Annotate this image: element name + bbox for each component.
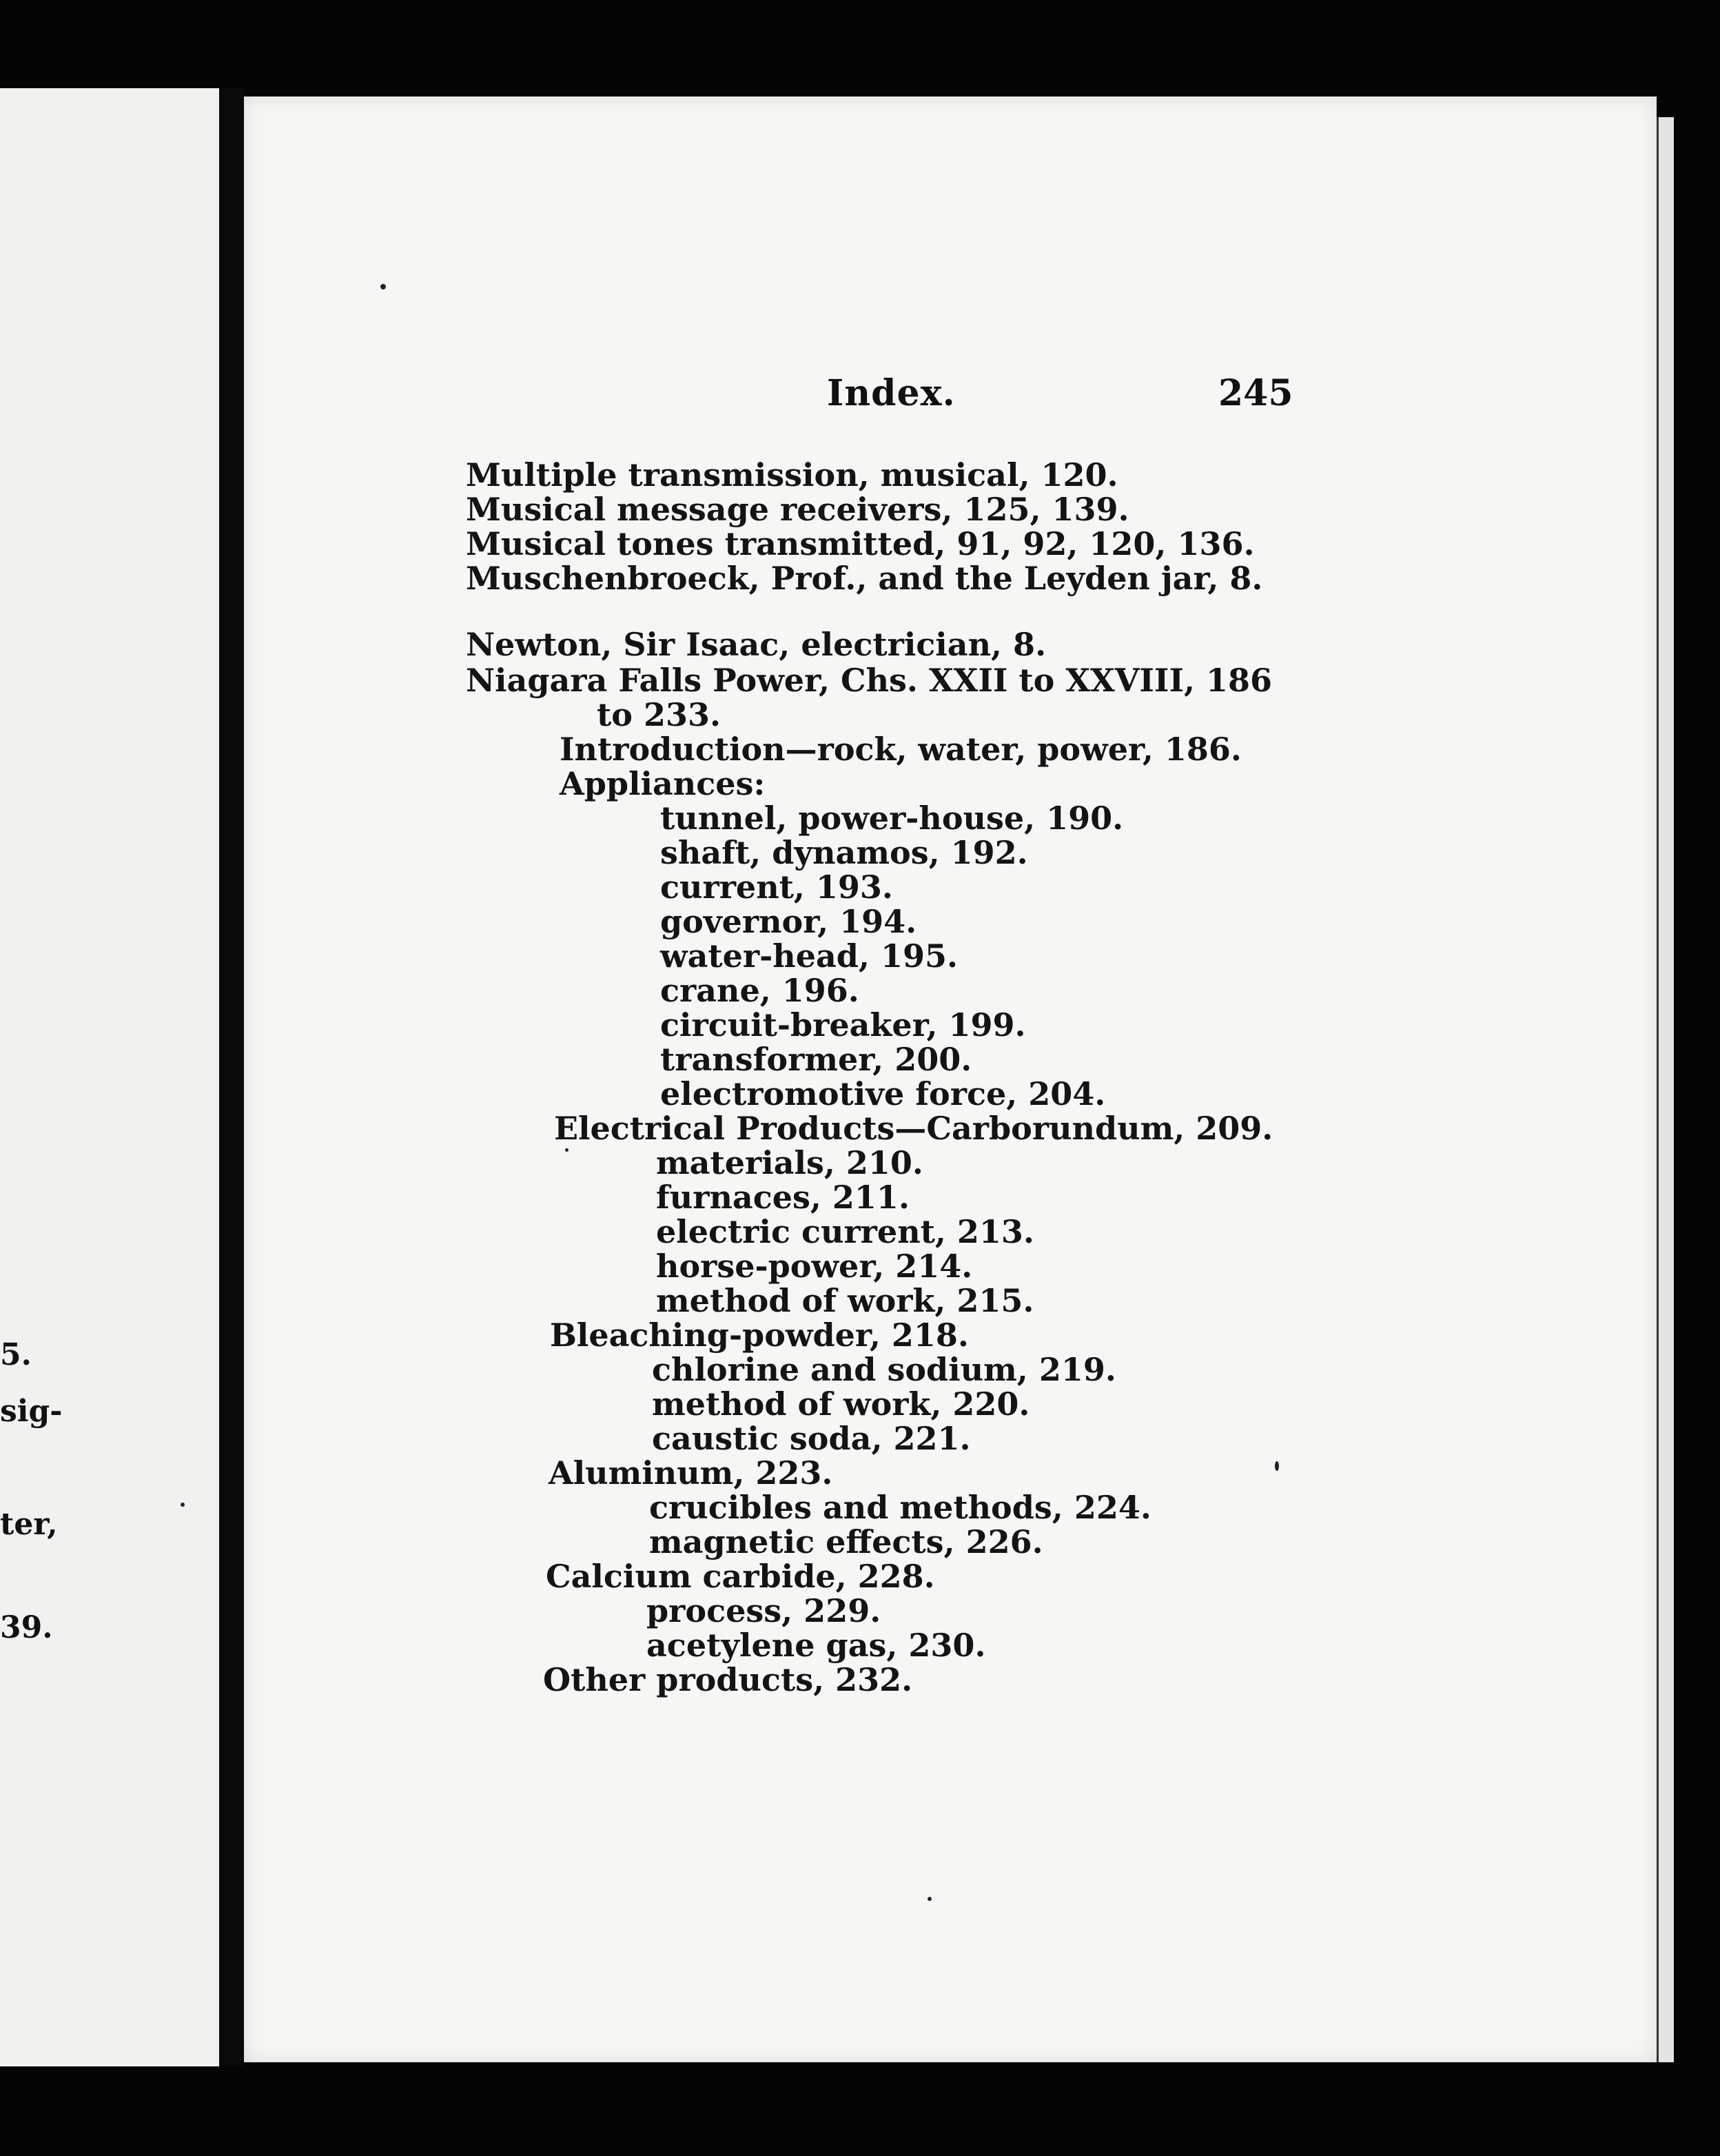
index-subentry: Appliances:	[560, 765, 766, 802]
index-subsubentry: materials, 210.	[656, 1144, 923, 1181]
index-subsubentry: transformer, 200.	[660, 1041, 972, 1078]
index-entry: Multiple transmission, musical, 120.	[466, 456, 1118, 494]
index-subsubentry: circuit-breaker, 199.	[660, 1006, 1026, 1044]
left-page	[0, 88, 219, 2066]
left-page-fragment: sig-	[0, 1394, 63, 1429]
left-page-fragment: 5.	[0, 1337, 32, 1372]
index-subentry: Other products, 232.	[543, 1661, 913, 1698]
index-subentry: Calcium carbide, 228.	[546, 1558, 935, 1595]
page-number: 245	[1218, 372, 1293, 414]
book-gutter	[219, 88, 244, 2066]
index-subsubentry: furnaces, 211.	[656, 1179, 910, 1216]
running-head: Index.	[827, 372, 956, 414]
index-subsubentry: process, 229.	[646, 1592, 881, 1629]
index-entry: Muschenbroeck, Prof., and the Leyden jar, 8.	[466, 560, 1263, 597]
index-subsubentry: tunnel, power-house, 190.	[660, 800, 1124, 837]
index-subsubentry: acetylene gas, 230.	[646, 1627, 986, 1664]
index-subsubentry: current, 193.	[660, 868, 893, 906]
index-subentry: Introduction—rock, water, power, 186.	[560, 731, 1242, 768]
index-subsubentry: crucibles and methods, 224.	[649, 1489, 1151, 1526]
index-subsubentry: governor, 194.	[660, 903, 917, 940]
index-subsubentry: electric current, 213.	[656, 1213, 1034, 1250]
index-entry: Musical message receivers, 125, 139.	[466, 491, 1129, 528]
index-subsubentry: crane, 196.	[660, 972, 859, 1009]
index-subsubentry: water-head, 195.	[660, 937, 958, 975]
scan-speck	[928, 1897, 932, 1901]
index-subsubentry: caustic soda, 221.	[652, 1420, 971, 1457]
index-entry: Musical tones transmitted, 91, 92, 120, 136.	[466, 525, 1255, 562]
index-subentry: Bleaching-powder, 218.	[550, 1316, 969, 1354]
index-subsubentry: chlorine and sodium, 219.	[652, 1351, 1116, 1388]
index-subsubentry: method of work, 220.	[652, 1385, 1030, 1423]
left-page-fragment: 39.	[0, 1610, 53, 1645]
index-subsubentry: magnetic effects, 226.	[649, 1523, 1043, 1560]
left-page-fragment: ter,	[0, 1507, 58, 1542]
index-subentry: Electrical Products—Carborundum, 209.	[554, 1110, 1273, 1147]
index-subsubentry: horse-power, 214.	[656, 1248, 973, 1285]
page-edge	[1657, 117, 1674, 2062]
scan-speck	[565, 1148, 569, 1152]
scan-speck	[380, 284, 386, 289]
index-entry-continuation: to 233.	[597, 696, 721, 733]
scan-speck	[1275, 1461, 1279, 1471]
index-subentry: Aluminum, 223.	[549, 1454, 833, 1492]
index-entry: Niagara Falls Power, Chs. XXII to XXVIII, 186	[466, 662, 1273, 699]
index-subsubentry: method of work, 215.	[656, 1282, 1034, 1319]
index-subsubentry: electromotive force, 204.	[660, 1075, 1106, 1112]
index-entry: Newton, Sir Isaac, electrician, 8.	[466, 626, 1047, 663]
index-subsubentry: shaft, dynamos, 192.	[660, 834, 1028, 871]
scan-speck	[181, 1503, 185, 1507]
